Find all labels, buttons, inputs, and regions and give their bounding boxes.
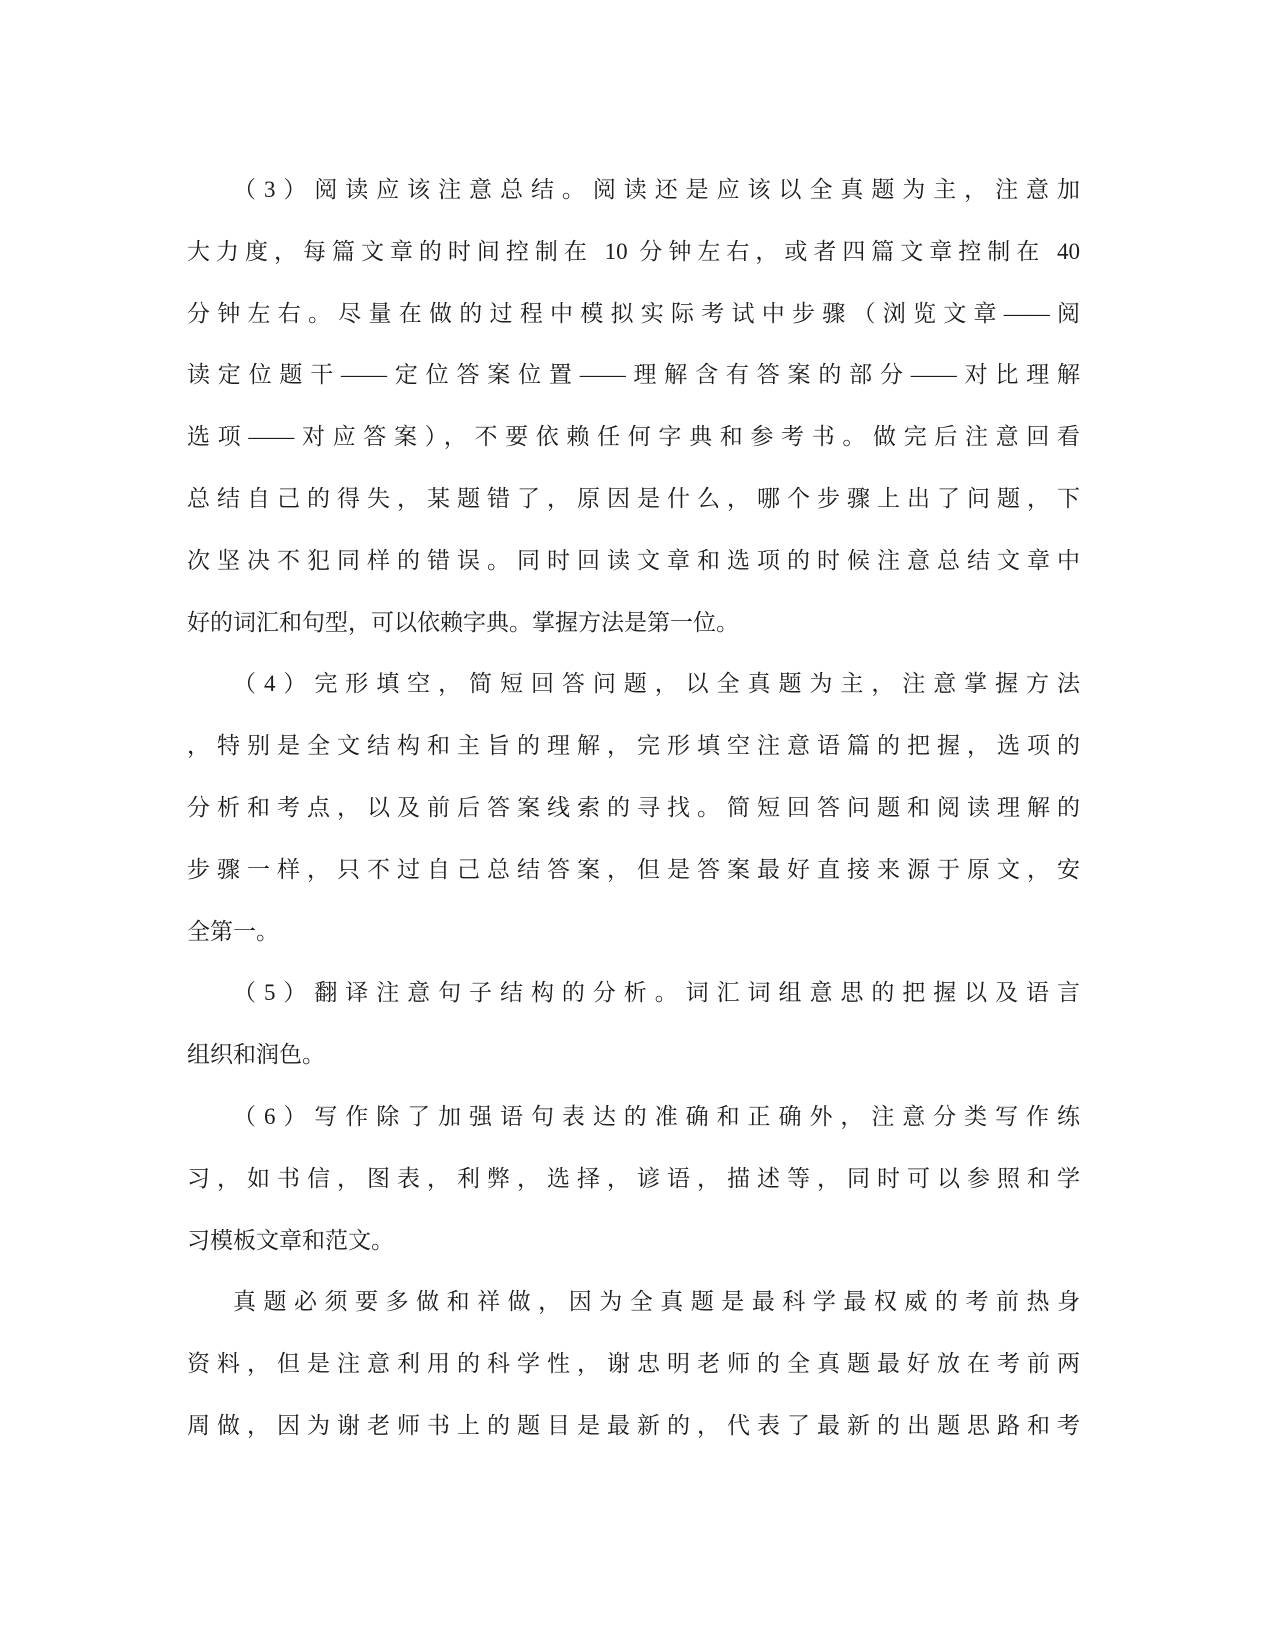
paragraph [187, 1271, 1080, 1456]
text-line: ，特别是全文结构和主旨的理解，完形填空注意语篇的把握，选项的 [187, 733, 1080, 759]
text-line: 大力度，每篇文章的时间控制在 10 分钟左右，或者四篇文章控制在 40 [187, 238, 1080, 264]
paragraph [187, 1086, 1080, 1271]
paragraph [187, 159, 1080, 653]
text-line: 分析和考点，以及前后答案线索的寻找。简短回答问题和阅读理解的 [187, 794, 1080, 820]
text-line: 总结自己的得失，某题错了，原因是什么，哪个步骤上出了问题，下 [187, 485, 1080, 511]
text-line: 步骤一样，只不过自己总结答案，但是答案最好直接来源于原文，安 [187, 856, 1080, 882]
paragraph [187, 962, 1080, 1086]
text-line: （5）翻译注意句子结构的分析。词汇词组意思的把握以及语言 [233, 980, 1080, 1006]
text-line: 组织和润色。 [187, 1042, 325, 1068]
text-line: 习模板文章和范文。 [187, 1227, 394, 1253]
text-line: 读定位题干——定位答案位置——理解含有答案的部分——对比理解 [187, 362, 1080, 388]
text-line: （4）完形填空，简短回答问题，以全真题为主，注意掌握方法 [233, 671, 1080, 697]
text-line: 好的词汇和句型，可以依赖字典。掌握方法是第一位。 [187, 609, 739, 635]
text-line: （6）写作除了加强语句表达的准确和正确外，注意分类写作练 [233, 1103, 1080, 1129]
paragraph [187, 653, 1080, 962]
text-line: 分钟左右。尽量在做的过程中模拟实际考试中步骤（浏览文章——阅 [187, 300, 1080, 326]
text-line: （3）阅读应该注意总结。阅读还是应该以全真题为主，注意加 [233, 177, 1080, 202]
text-line: 资料，但是注意利用的科学性，谢忠明老师的全真题最好放在考前两 [187, 1351, 1080, 1377]
text-line: 习，如书信，图表，利弊，选择，谚语，描述等，同时可以参照和学 [187, 1165, 1080, 1191]
text-line: 周做，因为谢老师书上的题目是最新的，代表了最新的出题思路和考 [187, 1412, 1080, 1438]
document-page [187, 159, 1080, 1457]
text-line: 全第一。 [187, 918, 279, 944]
text-line: 选项——对应答案），不要依赖任何字典和参考书。做完后注意回看 [187, 424, 1080, 450]
text-line: 次坚决不犯同样的错误。同时回读文章和选项的时候注意总结文章中 [187, 547, 1080, 573]
text-line: 真题必须要多做和祥做，因为全真题是最科学最权威的考前热身 [233, 1289, 1080, 1315]
